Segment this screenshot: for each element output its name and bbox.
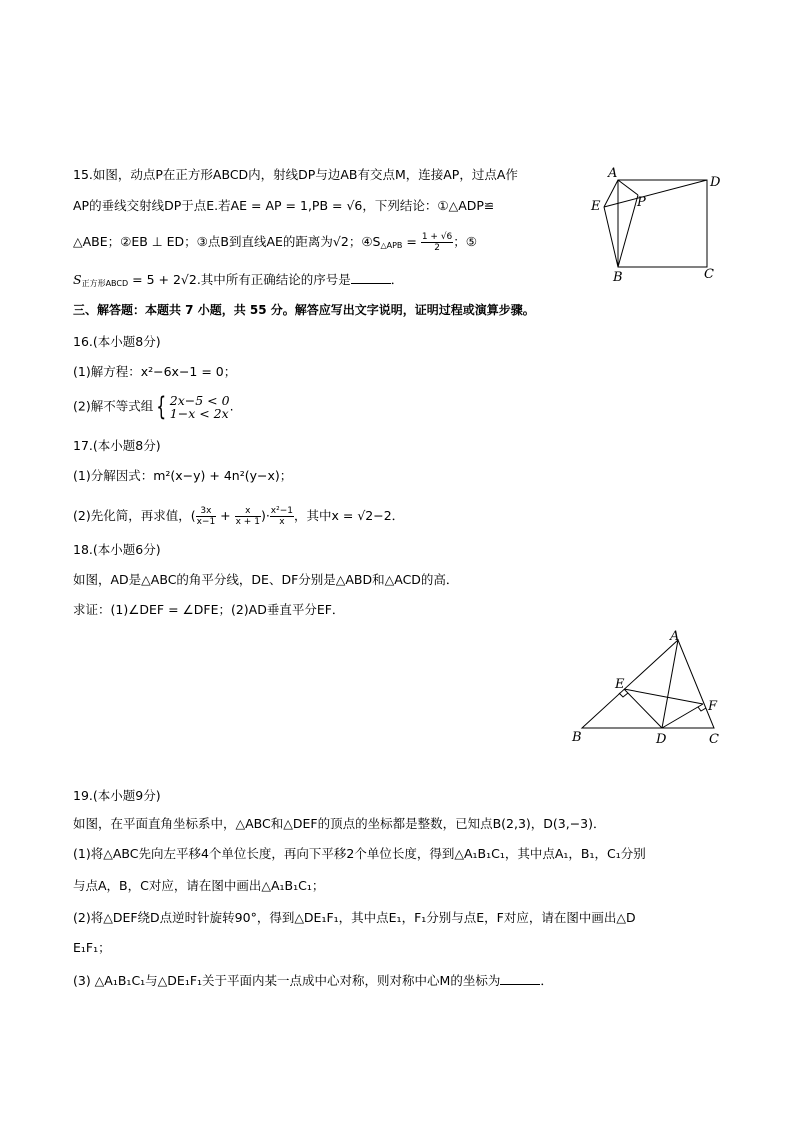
- label-a: A: [670, 629, 680, 644]
- q15-equals: =: [402, 234, 421, 249]
- right-angle-e: [619, 693, 628, 697]
- q19-part-2a: (2)将△DEF绕D点逆时针旋转90°，得到△DE₁F₁，其中点E₁，F₁分别与点E，F对应，请在图中画出△D: [73, 910, 636, 925]
- q15-square-subscript: 正方形ABCD: [81, 279, 129, 288]
- inequality-2: 1−x < 2x: [169, 406, 229, 421]
- q18-figure: [566, 628, 726, 750]
- fraction-3-den: x: [279, 517, 285, 527]
- q15-line-4-text: = 5 + 2√2.其中所有正确结论的序号是: [128, 272, 351, 287]
- label-p: P: [637, 195, 646, 210]
- fraction-2-num: x: [235, 506, 261, 517]
- q15-frac-num: 1 + √6: [421, 232, 453, 242]
- fraction-3: [270, 506, 294, 527]
- label-e: E: [615, 677, 625, 692]
- q15-figure: [586, 164, 726, 284]
- q15-line-4-end: ．: [390, 272, 404, 287]
- fraction-1-den: x−1: [196, 517, 216, 527]
- label-c: C: [704, 267, 714, 282]
- segment-ed: [604, 180, 707, 207]
- q15-answer-blank[interactable]: [351, 271, 391, 284]
- q19-part-3-text: (3) △A₁B₁C₁与△DE₁F₁关于平面内某一点成中心对称，则对称中心M的坐标为: [73, 973, 501, 988]
- fraction-1: [196, 506, 217, 527]
- q19-part-1b: 与点A，B，C对应，请在图中画出△A₁B₁C₁；: [73, 878, 325, 893]
- segment-pb: [618, 195, 638, 267]
- label-d: D: [710, 175, 721, 190]
- label-b: B: [613, 270, 623, 284]
- multiply-sign: )·: [260, 508, 270, 523]
- q15-s: S: [73, 272, 82, 287]
- label-b: B: [572, 730, 582, 745]
- q18-text-2: 求证：(1)∠DEF = ∠DFE；(2)AD垂直平分EF．: [73, 602, 345, 617]
- q15-area-subscript: △APB: [380, 241, 403, 250]
- q17-title: 17.(本小题8分): [73, 438, 161, 453]
- q16-part-1: (1)解方程：x²−6x−1 = 0；: [73, 364, 237, 379]
- q17-part-2: [73, 506, 404, 527]
- label-f: F: [708, 699, 718, 714]
- segment-ae: [604, 180, 618, 207]
- fraction-3-num: x²−1: [270, 506, 293, 516]
- q19-part-2b: E₁F₁；: [73, 940, 111, 955]
- q16-title: 16.(本小题8分): [73, 334, 161, 349]
- fraction-2: [235, 506, 261, 527]
- fraction-2-den: x + 1: [235, 517, 260, 527]
- segment-ap: [618, 180, 638, 195]
- q19-part-1a: (1)将△ABC先向左平移4个单位长度，再向下平移2个单位长度，得到△A₁B₁C₁，其中点A₁，B₁，C₁分别: [73, 846, 646, 861]
- label-c: C: [709, 732, 719, 747]
- q19-part-3: [73, 972, 553, 989]
- square-abcd: [618, 180, 707, 267]
- inequality-1: 2x−5 < 0: [169, 393, 230, 408]
- q16-part-2-end: .: [229, 398, 234, 414]
- label-a: A: [608, 166, 618, 181]
- q19-answer-blank[interactable]: [500, 972, 540, 985]
- segment-eb: [604, 207, 618, 267]
- q19-title: 19.(本小题9分): [73, 788, 161, 803]
- inequality-system: [170, 394, 230, 420]
- q16-part-2-text: (2)解不等式组: [73, 398, 154, 414]
- q19-part-3-end: ．: [540, 973, 553, 988]
- q17-part-2-end: ，其中x = √2−2．: [294, 508, 405, 523]
- segment-ad: [662, 640, 678, 728]
- right-angle-f: [698, 707, 706, 711]
- q15-line-3-end: ；⑤: [453, 234, 477, 249]
- q17-part-2-text: (2)先化简，再求值，(: [73, 508, 196, 523]
- triangle-abc: [582, 640, 714, 728]
- q15-line-4: [73, 271, 403, 292]
- q19-text-1: 如图，在平面直角坐标系中，△ABC和△DEF的顶点的坐标都是整数，已知点B(2,3)，D(3,−3)．: [73, 816, 606, 831]
- label-e: E: [591, 199, 601, 214]
- plus-sign: +: [216, 508, 235, 523]
- q15-frac-den: 2: [434, 243, 440, 253]
- fraction-1-num: 3x: [196, 506, 217, 517]
- q15-line-3: [73, 232, 477, 254]
- q15-line-2: AP的垂线交射线DP于点E.若AE = AP = 1,PB = √6，下列结论：①△ADP≌: [73, 198, 495, 213]
- q18-text-1: 如图，AD是△ABC的角平分线，DE、DF分别是△ABD和△ACD的高．: [73, 572, 459, 587]
- q15-fraction: [421, 232, 453, 253]
- q18-title: 18.(本小题6分): [73, 542, 161, 557]
- q17-part-1: (1)分解因式：m²(x−y) + 4n²(y−x)；: [73, 468, 293, 483]
- section-3-heading: 三、解答题：本题共 7 小题，共 55 分。解答应写出文字说明，证明过程或演算步骤。: [73, 303, 535, 317]
- label-d: D: [656, 732, 667, 747]
- q16-part-2: [73, 394, 234, 420]
- q15-line-3-text: △ABE；②EB ⊥ ED；③点B到直线AE的距离为√2；④S: [73, 234, 381, 249]
- system-brace: {: [156, 392, 167, 422]
- q15-line-1: 15.如图，动点P在正方形ABCD内，射线DP与边AB有交点M，连接AP，过点A作: [73, 167, 518, 182]
- segment-df: [662, 704, 703, 728]
